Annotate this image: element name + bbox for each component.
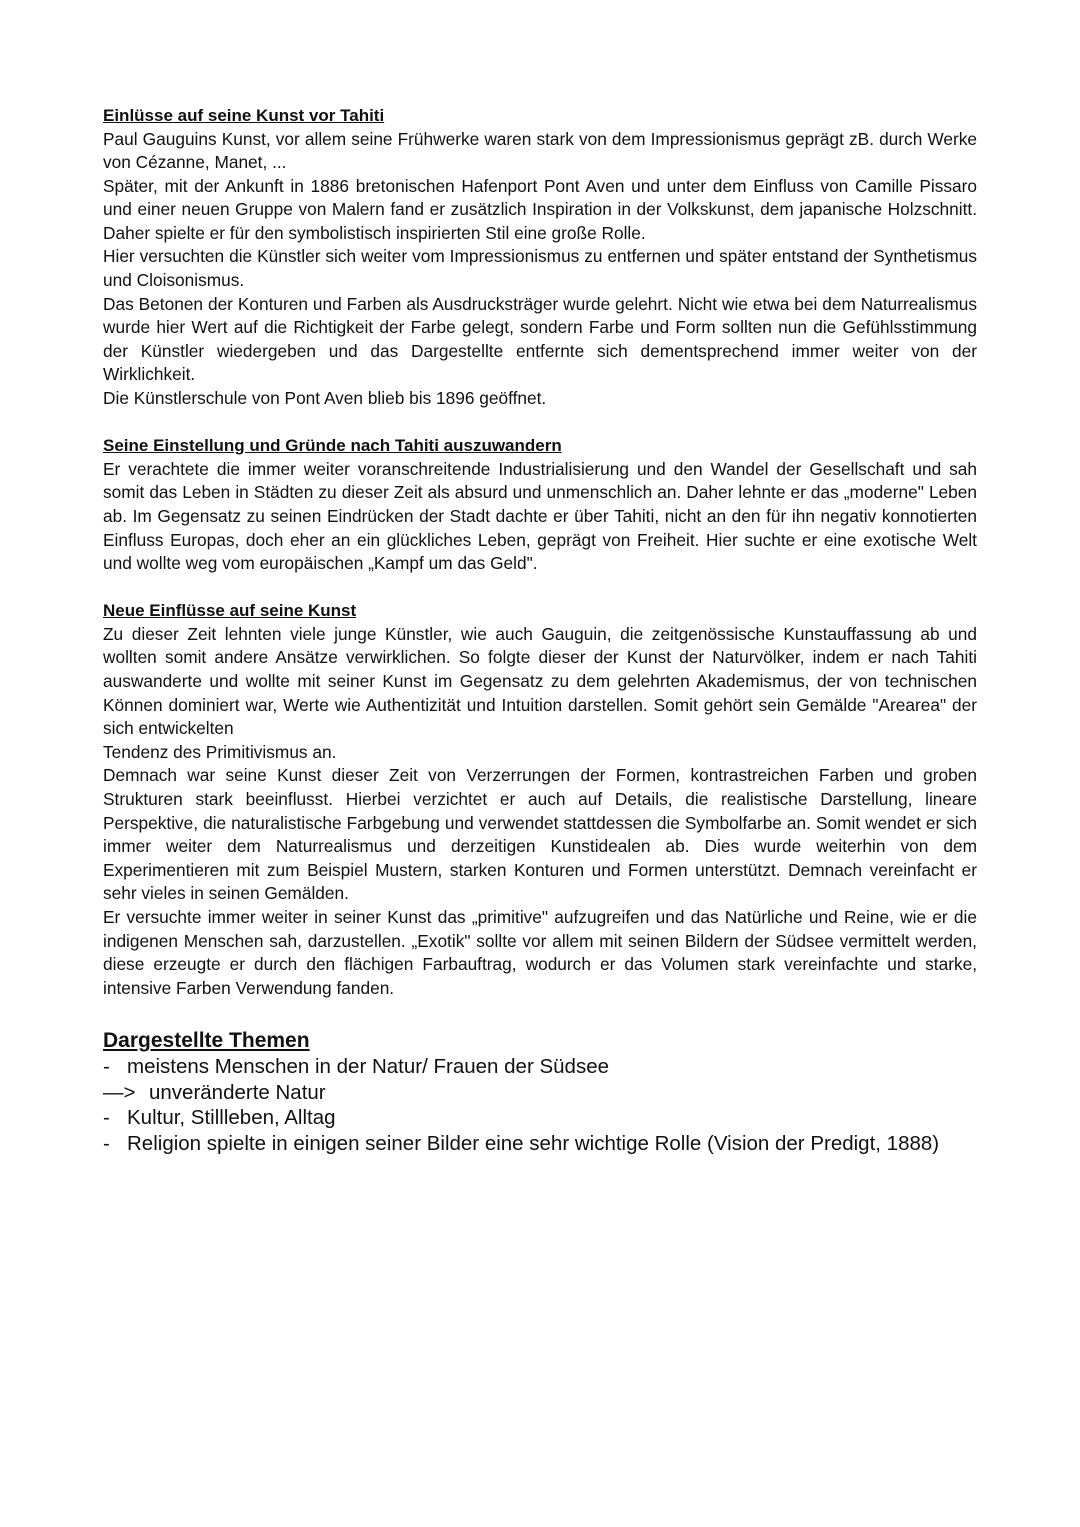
themes-list	[103, 1054, 977, 1156]
themes-heading: Dargestellte Themen	[103, 1029, 310, 1053]
paragraph: Demnach war seine Kunst dieser Zeit von Verzerrungen der Formen, kontrastreichen Farben und groben Strukturen stark beeinflusst. Hierbei verzichtet er auch auf Details, die realistische Darstellung, lineare Perspektive, die naturalistische Farbgebung und verwendet stattdessen die Symbolfarbe an. Somit wendet er sich immer weiter dem Naturrealismus und derzeitigen Kunstidealen ab. Dies wurde weiterhin von dem Experimentieren mit zum Beispiel Mustern, starken Konturen und Formen unterstützt. Demnach vereinfacht er sehr vieles in seinen Gemälden.	[103, 765, 977, 904]
list-item-text: Religion spielte in einigen seiner Bilder eine sehr wichtige Rolle (Vision der Predigt, 1888)	[127, 1131, 940, 1155]
paragraph: Er verachtete die immer weiter voranschreitende Industrialisierung und den Wandel der Gesellschaft und sah somit das Leben in Städten zu dieser Zeit als absurd und unmenschlich an. Daher lehnte er das „moderne" Leben ab. Im Gegensatz zu seinen Eindrücken der Stadt dachte er über Tahiti, nicht an den für ihn negativ konnotierten Einfluss Europas, doch eher an ein glückliches Leben, geprägt von Freiheit. Hier suchte er eine exotische Welt und wollte weg vom europäischen „Kampf um das Geld".	[103, 458, 977, 574]
section-reasons-emigration	[103, 434, 977, 575]
list-item	[103, 1054, 977, 1080]
list-item-text: unveränderte Natur	[149, 1080, 326, 1104]
document-page	[103, 104, 977, 1156]
list-item	[103, 1080, 977, 1106]
list-item	[103, 1131, 977, 1157]
section-heading: Seine Einstellung und Gründe nach Tahiti auszuwandern	[103, 436, 562, 456]
bullet-marker: -	[103, 1055, 110, 1079]
list-item	[103, 1105, 977, 1131]
paragraph: Die Künstlerschule von Pont Aven blieb bis 1896 geöffnet.	[103, 388, 547, 409]
paragraph: Das Betonen der Konturen und Farben als Ausdrucksträger wurde gelehrt. Nicht wie etwa bei dem Naturrealismus wurde hier Wert auf die Richtigkeit der Farbe gelegt, sondern Farbe und Form sollten nun die Gefühlsstimmung der Künstler wiedergeben und das Dargestellte entfernte sich dementsprechend immer weiter von der Wirklichkeit.	[103, 293, 977, 385]
section-themes	[103, 1028, 977, 1156]
bullet-marker: -	[103, 1106, 110, 1130]
paragraph: Er versuchte immer weiter in seiner Kunst das „primitive" aufzugreifen und das Natürliche und Reine, wie er die indigenen Menschen sah, darzustellen. „Exotik" sollte vor allem mit seinen Bildern der Südsee vermittelt werden, diese erzeugte er durch den flächigen Farbauftrag, wodurch er das Volumen stark vereinfachte und starke, intensive Farben Verwendung fanden.	[103, 906, 977, 998]
paragraph: Später, mit der Ankunft in 1886 bretonischen Hafenport Pont Aven und unter dem Einfluss von Camille Pissaro und einer neuen Gruppe von Malern fand er zusätzlich Inspiration in der Volkskunst, dem japanische Holzschnitt. Daher spielte er für den symbolistisch inspirierten Stil eine große Rolle.	[103, 175, 977, 243]
paragraph: Paul Gauguins Kunst, vor allem seine Frühwerke waren stark von dem Impressionismus geprägt zB. durch Werke von Cézanne, Manet, ...	[103, 128, 977, 173]
section-new-influences	[103, 599, 977, 1000]
bullet-marker: -	[103, 1131, 110, 1155]
list-item-text: Kultur, Stillleben, Alltag	[127, 1106, 336, 1130]
paragraph: Hier versuchten die Künstler sich weiter vom Impressionismus zu entfernen und später entstand der Synthetismus und Cloisonismus.	[103, 246, 977, 291]
section-heading: Einlüsse auf seine Kunst vor Tahiti	[103, 106, 385, 125]
paragraph: Tendenz des Primitivismus an.	[103, 741, 337, 762]
arrow-marker: —>	[103, 1080, 136, 1104]
section-influences-before-tahiti	[103, 104, 977, 411]
paragraph: Zu dieser Zeit lehnten viele junge Künstler, wie auch Gauguin, die zeitgenössische Kunstauffassung ab und wollten somit andere Ansätze verwirklichen. So folgte dieser der Kunst der Naturvölker, indem er nach Tahiti auswanderte und wollte mit seiner Kunst im Gegensatz zu dem gelehrten Akademismus, der von technischen Können dominiert war, Werte wie Authentizität und Intuition darstellen. Somit gehört sein Gemälde "Arearea" der sich entwickelten	[103, 623, 977, 739]
section-heading: Neue Einflüsse auf seine Kunst	[103, 601, 357, 621]
list-item-text: meistens Menschen in der Natur/ Frauen der Südsee	[127, 1055, 610, 1079]
